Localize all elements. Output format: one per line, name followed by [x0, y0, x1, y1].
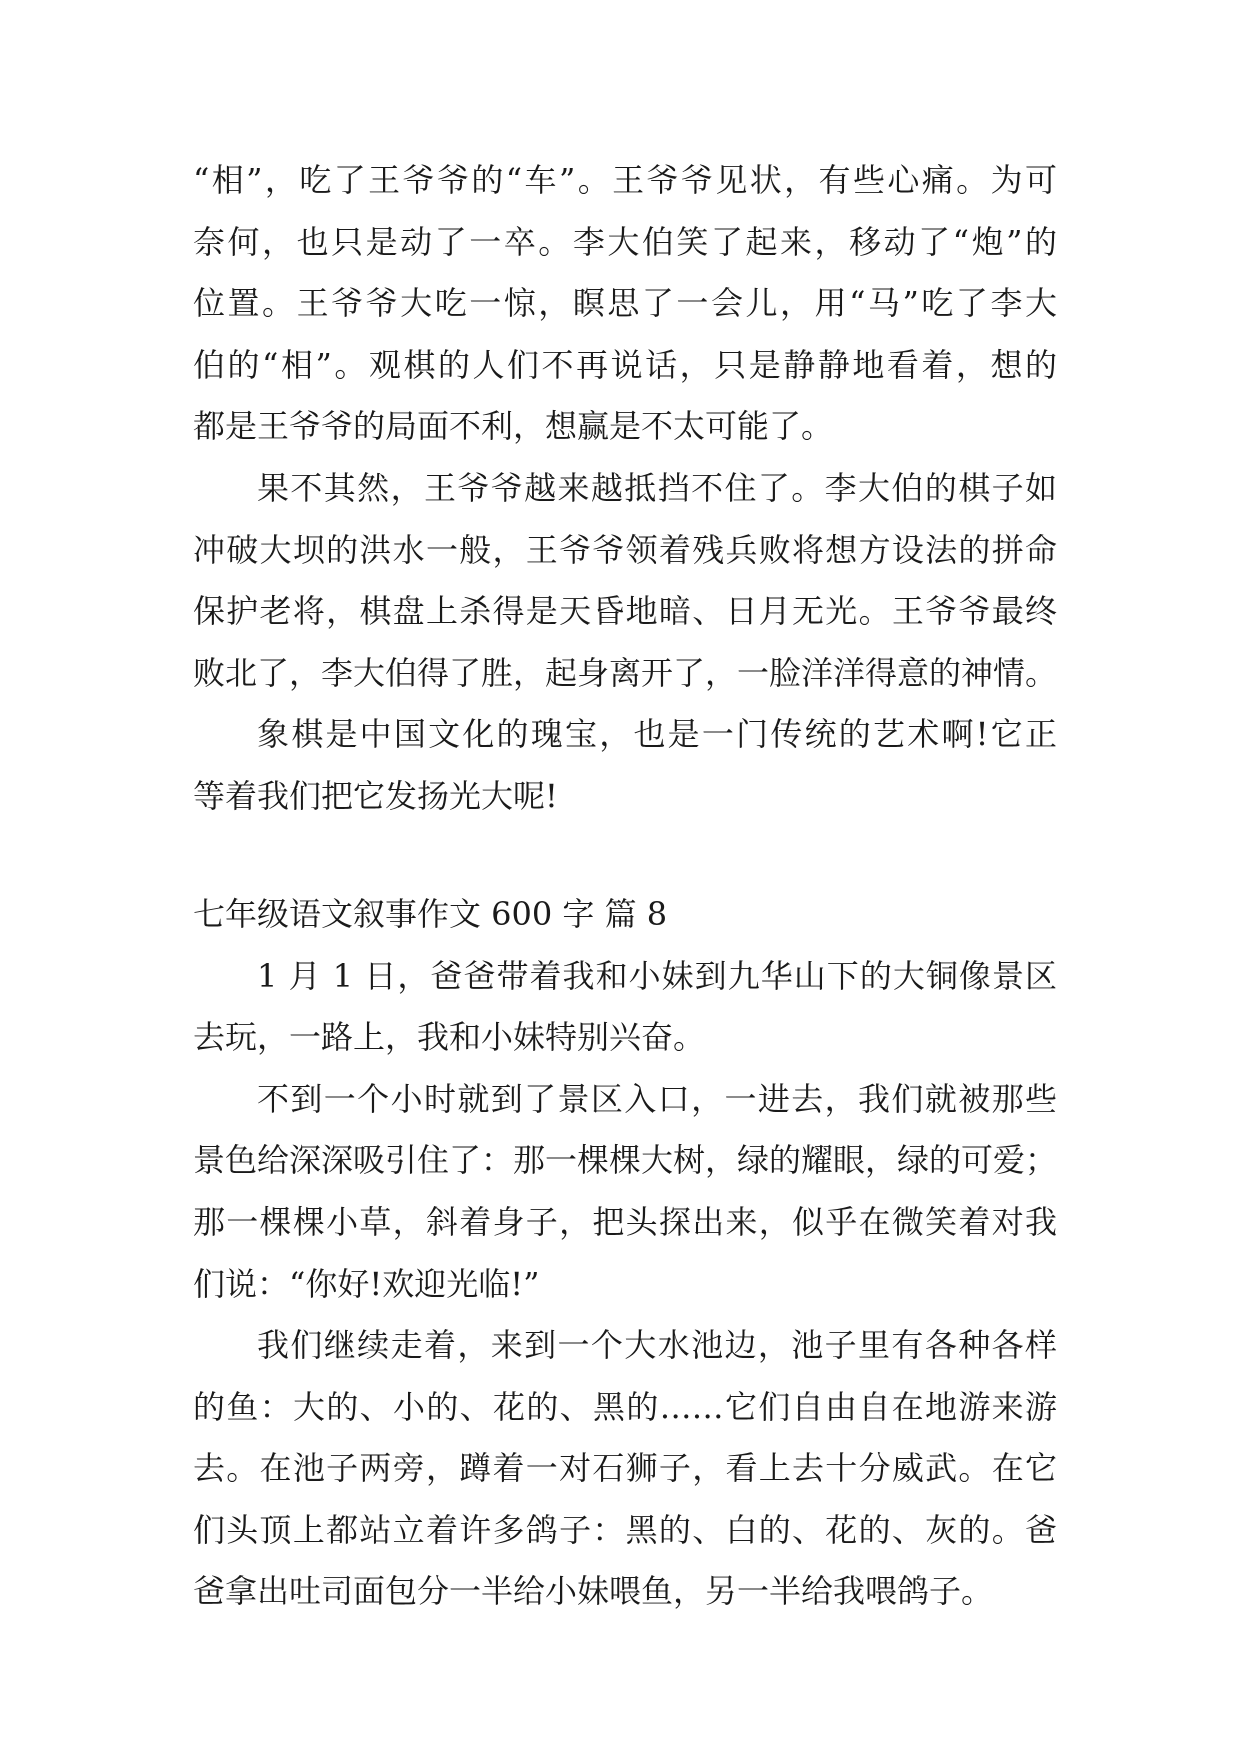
- paragraph-5-line-4: 们说：“你好!欢迎光临!”: [193, 1264, 540, 1303]
- paragraph-1-line-1: “相”，吃了王爷爷的“车”。王爷爷见状，有些心痛。为可: [193, 161, 1057, 199]
- paragraph-1-line-5: 都是王爷爷的局面不利，想赢是不太可能了。: [193, 407, 834, 446]
- paragraph-1-line-2: 奈何，也只是动了一卒。李大伯笑了起来，移动了“炮”的: [193, 222, 1057, 261]
- paragraph-1-line-4: 伯的“相”。观棋的人们不再说话，只是静静地看着，想的: [193, 345, 1057, 384]
- section-title: 七年级语文叙事作文 600 字 篇 8: [193, 894, 668, 933]
- paragraph-2-line-3: 保护老将，棋盘上杀得是天昏地暗、日月无光。王爷爷最终: [193, 592, 1057, 631]
- paragraph-4-line-1: 1 月 1 日，爸爸带着我和小妹到九华山下的大铜像景区: [257, 956, 1057, 995]
- document-body: [193, 163, 1057, 1636]
- paragraph-6-line-4: 们头顶上都站立着许多鸽子：黑的、白的、花的、灰的。爸: [193, 1510, 1057, 1549]
- paragraph-6-line-1: 我们继续走着，来到一个大水池边，池子里有各种各样: [257, 1326, 1057, 1365]
- paragraph-5-line-2: 景色给深深吸引住了：那一棵棵大树，绿的耀眼，绿的可爱；: [193, 1141, 1058, 1180]
- paragraph-6-line-5: 爸拿出吐司面包分一半给小妹喂鱼，另一半给我喂鸽子。: [193, 1572, 994, 1611]
- paragraph-6-line-2: 的鱼：大的、小的、花的、黑的……它们自由自在地游来游: [193, 1387, 1057, 1426]
- paragraph-2-line-2: 冲破大坝的洪水一般，王爷爷领着残兵败将想方设法的拼命: [193, 530, 1057, 569]
- paragraph-2-line-4: 败北了，李大伯得了胜，起身离开了，一脸洋洋得意的神情。: [193, 653, 1058, 692]
- paragraph-3-line-2: 等着我们把它发扬光大呢!: [193, 776, 558, 815]
- paragraph-3-line-1: 象棋是中国文化的瑰宝，也是一门传统的艺术啊!它正: [257, 715, 1057, 754]
- paragraph-6-line-3: 去。在池子两旁，蹲着一对石狮子，看上去十分威武。在它: [193, 1449, 1057, 1488]
- paragraph-4-line-2: 去玩，一路上，我和小妹特别兴奋。: [193, 1018, 706, 1057]
- paragraph-1-line-3: 位置。王爷爷大吃一惊，瞑思了一会儿，用“马”吃了李大: [193, 284, 1057, 323]
- paragraph-5-line-3: 那一棵棵小草，斜着身子，把头探出来，似乎在微笑着对我: [193, 1202, 1057, 1241]
- paragraph-5-line-1: 不到一个小时就到了景区入口，一进去，我们就被那些: [257, 1079, 1057, 1118]
- paragraph-2-line-1: 果不其然，王爷爷越来越抵挡不住了。李大伯的棋子如: [257, 468, 1057, 507]
